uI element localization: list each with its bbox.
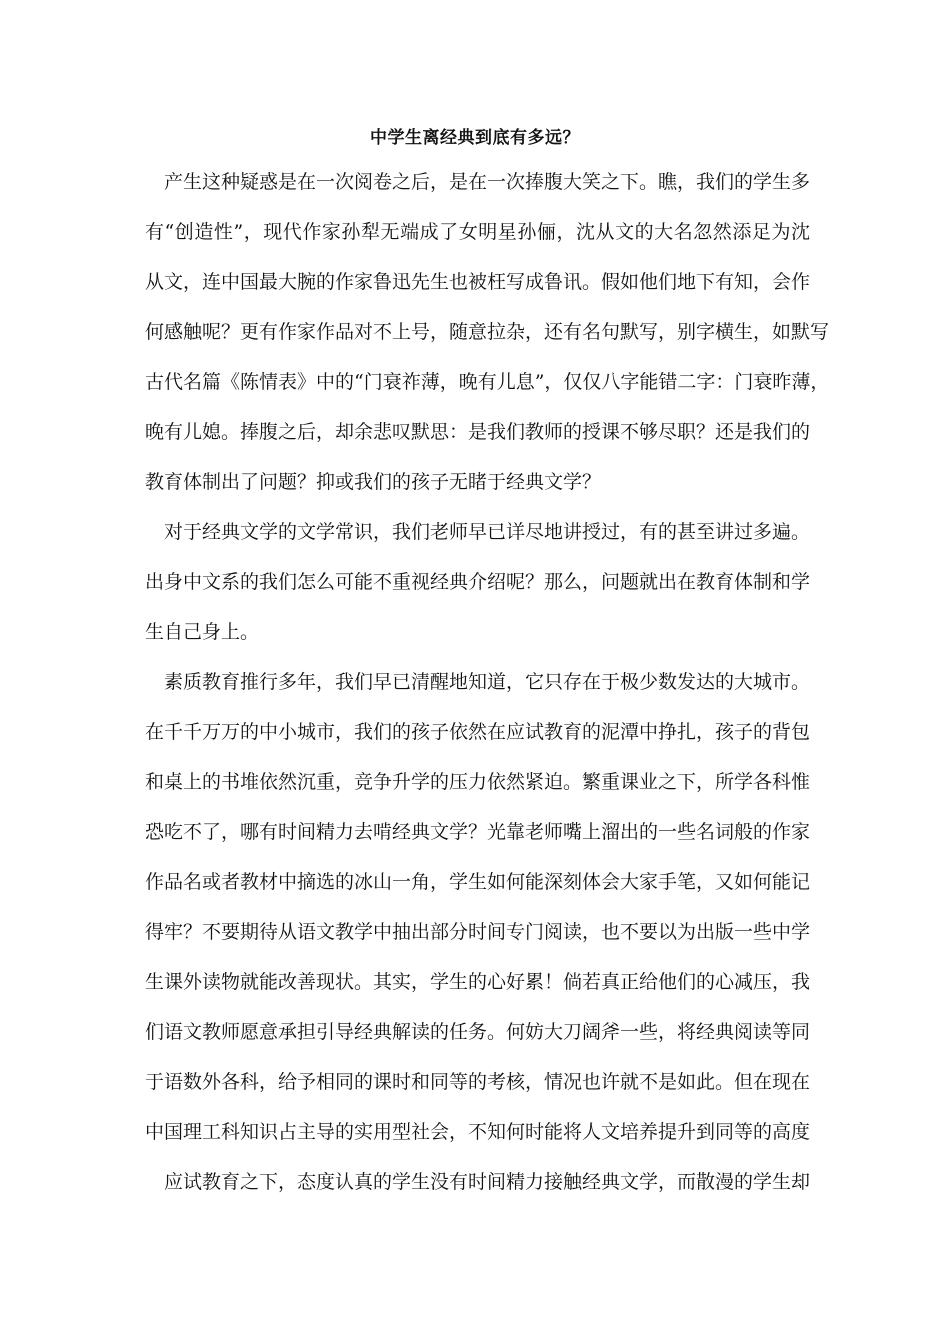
- text-line: 生课外读物就能改善现状。其实，学生的心好累！倘若真正给他们的心减压，我: [145, 971, 811, 993]
- text-line: 出身中文系的我们怎么可能不重视经典介绍呢？那么，问题就出在教育体制和学: [145, 571, 811, 593]
- text-line: 作品名或者教材中摘选的冰山一角，学生如何能深刻体会大家手笔，又如何能记: [145, 871, 811, 893]
- paragraph: [145, 1167, 810, 1217]
- text-line: 在千千万万的中小城市，我们的孩子依然在应试教育的泥潭中挣扎，孩子的背包: [145, 721, 811, 743]
- text-line: 应试教育之下，态度认真的学生没有时间精力接触经典文学，而散漫的学生却: [164, 1171, 811, 1193]
- text-line: 生自己身上。: [145, 621, 260, 643]
- text-line: 恐吃不了，哪有时间精力去啃经典文学？光靠老师嘴上溜出的一些名词般的作家: [145, 821, 811, 843]
- text-line: 们语文教师愿意承担引导经典解读的任务。何妨大刀阔斧一些，将经典阅读等同: [145, 1021, 811, 1043]
- text-line: 有“创造性”，现代作家孙犁无端成了女明星孙俪，沈从文的大名忽然添足为沈: [145, 221, 810, 243]
- document-title: 中学生离经典到底有多远？: [370, 128, 580, 148]
- paragraph: [145, 517, 810, 667]
- text-line: 产生这种疑惑是在一次阅卷之后，是在一次捧腹大笑之下。瞧，我们的学生多: [164, 171, 811, 193]
- text-line: 得牢？不要期待从语文教学中抽出部分时间专门阅读，也不要以为出版一些中学: [145, 921, 811, 943]
- text-line: 何感触呢？更有作家作品对不上号，随意拉杂，还有名句默写，别字横生，如默写: [145, 321, 830, 343]
- document-body: [145, 167, 830, 1217]
- paragraph: [145, 167, 830, 517]
- text-line: 晚有儿媳。捧腹之后，却余悲叹默思：是我们教师的授课不够尽职？还是我们的: [145, 421, 811, 443]
- text-line: 古代名篇《陈情表》中的“门衰祚薄，晚有儿息”，仅仅八字能错二字：门衰昨薄，: [145, 371, 830, 393]
- text-line: 教育体制出了问题？抑或我们的孩子无睹于经典文学？: [145, 471, 602, 493]
- text-line: 于语数外各科，给予相同的课时和同等的考核，情况也许就不是如此。但在现在: [145, 1071, 811, 1093]
- text-line: 对于经典文学的文学常识，我们老师早已详尽地讲授过，有的甚至讲过多遍。: [164, 521, 811, 543]
- text-line: 素质教育推行多年，我们早已清醒地知道，它只存在于极少数发达的大城市。: [164, 671, 811, 693]
- text-line: 中国理工科知识占主导的实用型社会，不知何时能将人文培养提升到同等的高度: [145, 1121, 811, 1143]
- text-line: 从文，连中国最大腕的作家鲁迅先生也被枉写成鲁讯。假如他们地下有知，会作: [145, 271, 811, 293]
- paragraph: [145, 667, 810, 1167]
- text-line: 和桌上的书堆依然沉重，竞争升学的压力依然紧迫。繁重课业之下，所学各科惟: [145, 771, 811, 793]
